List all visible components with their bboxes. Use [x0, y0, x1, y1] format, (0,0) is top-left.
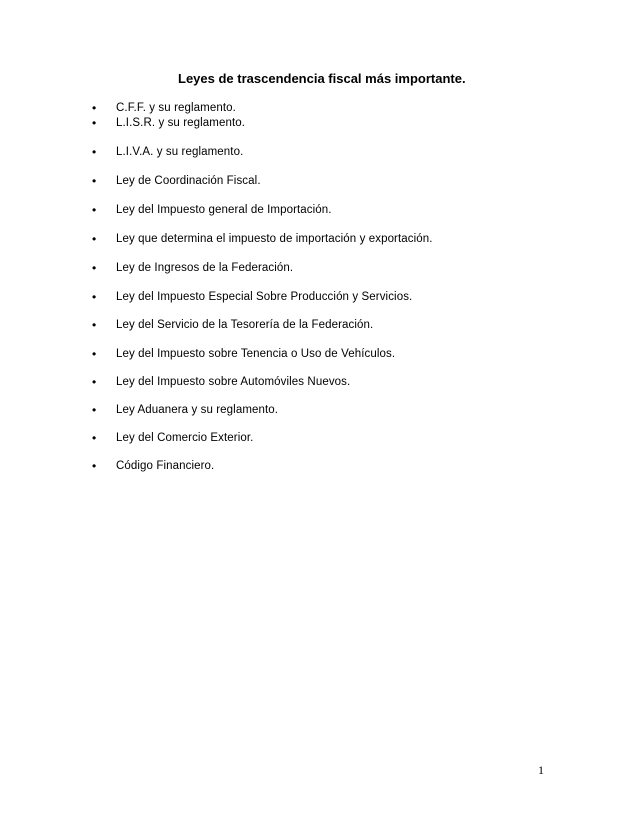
bullet-icon: • — [92, 459, 97, 473]
law-item-text: Ley de Coordinación Fiscal. — [116, 175, 261, 187]
law-item-text: L.I.V.A. y su reglamento. — [116, 146, 244, 158]
bullet-icon: • — [92, 203, 97, 217]
law-item-text: Ley del Comercio Exterior. — [116, 432, 254, 444]
law-item-text: Ley del Impuesto sobre Automóviles Nuevos. — [116, 376, 351, 388]
document-title: Leyes de trascendencia fiscal más importante. — [178, 71, 466, 86]
bullet-icon: • — [92, 403, 97, 417]
bullet-icon: • — [92, 375, 97, 389]
bullet-icon: • — [92, 431, 97, 445]
law-item-text: C.F.F. y su reglamento. — [116, 102, 236, 114]
bullet-icon: • — [92, 290, 97, 304]
bullet-icon: • — [92, 347, 97, 361]
bullet-icon: • — [92, 318, 97, 332]
law-item-text: Ley de Ingresos de la Federación. — [116, 262, 294, 274]
bullet-icon: • — [92, 116, 97, 130]
bullet-icon: • — [92, 145, 97, 159]
law-item-text: L.I.S.R. y su reglamento. — [116, 117, 246, 129]
law-item-text: Ley Aduanera y su reglamento. — [116, 404, 279, 416]
bullet-icon: • — [92, 174, 97, 188]
bullet-icon: • — [92, 101, 97, 115]
law-item-text: Código Financiero. — [116, 460, 215, 472]
bullet-icon: • — [92, 232, 97, 246]
law-item-text: Ley del Impuesto sobre Tenencia o Uso de Vehículos. — [116, 348, 396, 360]
law-item-text: Ley que determina el impuesto de importación y exportación. — [116, 233, 433, 245]
page-number: 1 — [538, 763, 544, 777]
law-item-text: Ley del Impuesto general de Importación. — [116, 204, 332, 216]
bullet-icon: • — [92, 261, 97, 275]
law-item-text: Ley del Servicio de la Tesorería de la Federación. — [116, 319, 374, 331]
law-item-text: Ley del Impuesto Especial Sobre Producción y Servicios. — [116, 291, 413, 303]
